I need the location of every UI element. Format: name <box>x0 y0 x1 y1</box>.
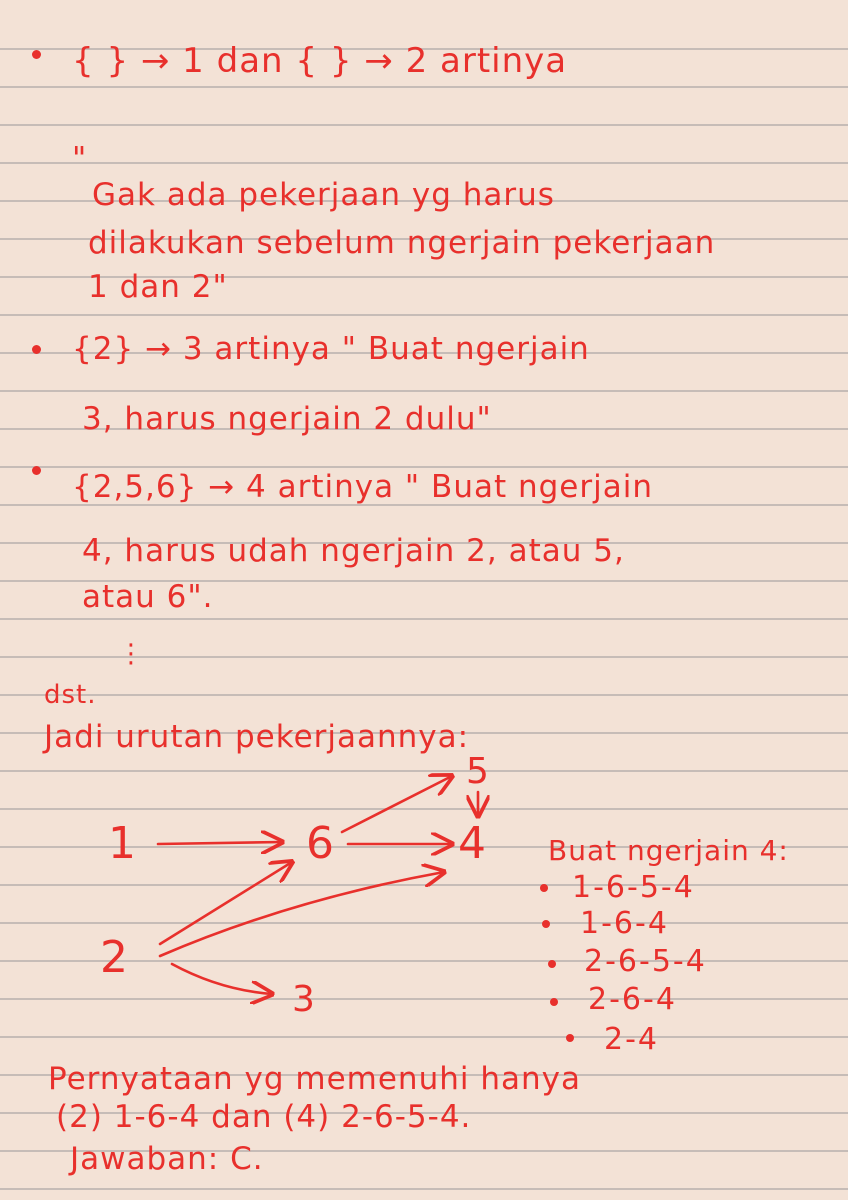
line-12: dst. <box>44 680 97 710</box>
line-5: 1 dan 2" <box>88 269 228 305</box>
line-1: { } → 1 dan { } → 2 artinya <box>72 41 568 81</box>
path-item-3: 2-6-5-4 <box>584 944 707 979</box>
line-4: dilakukan sebelum ngerjain pekerjaan <box>88 225 716 261</box>
path-bullet-1 <box>540 884 548 892</box>
path-bullet-4 <box>550 998 558 1006</box>
conclusion-line-1: Pernyataan yg memenuhi hanya <box>48 1061 581 1097</box>
arrow-2-to-4 <box>160 872 444 956</box>
path-item-5: 2-4 <box>604 1022 659 1057</box>
conclusion-line-3: Jawaban: C. <box>70 1141 264 1177</box>
line-11: ⋮ <box>118 639 145 669</box>
path-item-1: 1-6-5-4 <box>572 870 695 905</box>
line-13: Jadi urutan pekerjaannya: <box>44 719 470 755</box>
path-bullet-2 <box>542 920 550 928</box>
path-item-4: 2-6-4 <box>588 982 677 1017</box>
arrow-1-to-6 <box>158 842 282 844</box>
line-6: {2} → 3 artinya " Buat ngerjain <box>72 331 590 367</box>
line-10: atau 6". <box>82 579 214 615</box>
node-3: 3 <box>292 979 315 1020</box>
node-4: 4 <box>458 818 486 869</box>
node-2: 2 <box>100 932 128 983</box>
conclusion-line-2: (2) 1-6-4 dan (4) 2-6-5-4. <box>56 1099 472 1135</box>
node-6: 6 <box>306 818 334 869</box>
arrow-2-to-3 <box>172 964 272 994</box>
node-5: 5 <box>466 751 489 792</box>
node-1: 1 <box>108 818 136 869</box>
line-3: Gak ada pekerjaan yg harus <box>92 177 555 213</box>
line-9: 4, harus udah ngerjain 2, atau 5, <box>82 533 625 569</box>
paths-title: Buat ngerjain 4: <box>548 834 789 867</box>
arrow-2-to-6 <box>160 862 292 944</box>
path-item-2: 1-6-4 <box>580 906 669 941</box>
line-8: {2,5,6} → 4 artinya " Buat ngerjain <box>72 469 653 505</box>
line-7: 3, harus ngerjain 2 dulu" <box>82 401 492 437</box>
arrow-6-to-5 <box>342 776 452 832</box>
line-2: " <box>72 141 88 177</box>
path-bullet-5 <box>566 1034 574 1042</box>
path-bullet-3 <box>548 960 556 968</box>
